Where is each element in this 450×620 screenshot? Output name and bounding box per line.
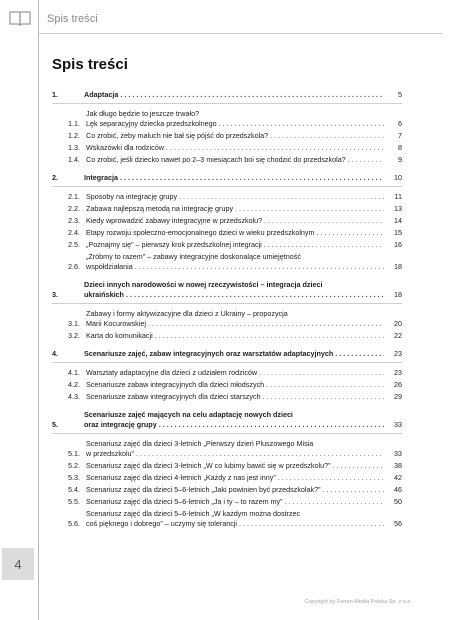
toc-page-number: 29 [394, 392, 402, 401]
toc-entry-title-line: Scenariusze zajęć mających na celu adaptację nowych dzieci [84, 410, 293, 419]
toc-page-number: 8 [398, 143, 402, 152]
dot-leader [235, 204, 384, 214]
dot-leader [266, 380, 384, 390]
dot-leader [120, 90, 384, 100]
toc-entry-title: Zabawa najlepszą metodą na integrację grupy [86, 204, 234, 213]
toc-entry-title-line: współdziałania [86, 262, 133, 271]
toc-subentry[interactable] [52, 497, 402, 507]
toc-page-number: 33 [394, 449, 402, 458]
dot-leader [285, 497, 384, 507]
toc-entry-number: 2.1. [68, 192, 80, 201]
toc-entry-title-line: Zabawy i formy aktywizacyjne dla dzieci z Ukrainy – propozycja [86, 309, 288, 318]
toc-page-number: 11 [394, 192, 402, 201]
dot-leader [348, 155, 384, 165]
toc-page-number: 23 [394, 368, 402, 377]
toc-entry-number: 5.5. [68, 497, 80, 506]
toc-page-number: 26 [394, 380, 402, 389]
dot-leader [264, 216, 384, 226]
toc-page-number: 14 [394, 216, 402, 225]
chapter-divider [52, 303, 402, 304]
toc-entry-title: „Poznajmy się” – pierwszy krok przedszkolnej integracji [86, 240, 262, 249]
dot-leader [317, 228, 384, 238]
toc-subentry[interactable] [52, 228, 402, 238]
toc-entry-number: 3.1. [68, 319, 80, 328]
dot-leader [263, 392, 384, 402]
toc-entry-title: Scenariusze zabaw integracyjnych dla dzieci starszych [86, 392, 261, 401]
toc-entry-number: 2.3. [68, 216, 80, 225]
toc-page-number: 7 [398, 131, 402, 140]
copyright-footer: Copyright by Forum Media Polska Sp. z o.o. [304, 599, 412, 605]
chapter-divider [52, 186, 402, 187]
toc-subentry[interactable] [52, 109, 402, 129]
section-gap [52, 272, 402, 280]
dot-leader [126, 290, 384, 300]
toc-entry-number: 2.5. [68, 240, 80, 249]
toc-page-number: 6 [398, 119, 402, 128]
dot-leader [278, 473, 384, 483]
toc-entry-title: Co zrobić, jeśli dziecko nawet po 2–3 miesiącach boi się chodzić do przedszkola? [86, 155, 346, 164]
dot-leader [135, 262, 384, 272]
toc-entry-title: Scenariusze zabaw integracyjnych dla dzieci młodszych [86, 380, 265, 389]
toc-chapter-entry[interactable] [52, 90, 402, 100]
toc-subentry[interactable] [52, 331, 402, 341]
table-of-contents [52, 90, 402, 529]
toc-page-number: 23 [394, 349, 402, 358]
dot-leader [179, 192, 384, 202]
sidebar-divider [38, 0, 39, 620]
toc-page-number: 18 [394, 290, 402, 299]
dot-leader [136, 449, 384, 459]
toc-entry-number: 5.4. [68, 485, 80, 494]
toc-subentry[interactable] [52, 131, 402, 141]
toc-entry-number: 4.2. [68, 380, 80, 389]
toc-entry-number: 5.3. [68, 473, 80, 482]
toc-entry-title-line: Dzieci innych narodowości w nowej rzeczywistości – integracja dzieci [84, 280, 323, 289]
toc-entry-title-line: Marii Kocurowskiej [86, 319, 146, 328]
header-title: Spis treści [47, 13, 98, 25]
toc-entry-number: 2. [52, 173, 58, 182]
chapter-divider [52, 103, 402, 104]
toc-entry-number: 5. [52, 420, 58, 429]
toc-entry-number: 1. [52, 90, 58, 99]
toc-subentry[interactable] [52, 204, 402, 214]
toc-entry-number: 5.6. [68, 519, 80, 528]
toc-subentry[interactable] [52, 240, 402, 250]
toc-subentry[interactable] [52, 485, 402, 495]
toc-subentry[interactable] [52, 192, 402, 202]
section-gap [52, 165, 402, 173]
toc-entry-number: 2.6. [68, 262, 80, 271]
dot-leader [270, 131, 384, 141]
page-title: Spis treści [52, 56, 128, 73]
dot-leader [264, 240, 384, 250]
toc-entry-title: Adaptacja [84, 90, 119, 99]
section-gap [52, 341, 402, 349]
page-number: 4 [2, 548, 34, 580]
toc-entry-title-line: Scenariusz zajęć dla dzieci 3-letnich „Pierwszy dzień Pluszowego Misia [86, 439, 314, 448]
toc-page-number: 18 [394, 262, 402, 271]
toc-entry-title: Co zrobić, żeby maluch nie bał się pójść do przedszkola? [86, 131, 269, 140]
toc-page-number: 15 [394, 228, 402, 237]
toc-page-number: 20 [394, 319, 402, 328]
toc-chapter-entry[interactable] [52, 173, 402, 183]
toc-entry-title-line: Jak długo będzie to jeszcze trwało? [86, 109, 200, 118]
section-gap [52, 402, 402, 410]
toc-entry-title: Scenariusz zajęć dla dzieci 4-letnich „Każdy z nas jest inny” [86, 473, 276, 482]
toc-subentry[interactable] [52, 368, 402, 378]
dot-leader [219, 119, 384, 129]
toc-entry-title: Sposoby na integrację grupy [86, 192, 178, 201]
toc-entry-title-line: oraz integrację grupy [84, 420, 157, 429]
dot-leader [239, 519, 384, 529]
toc-subentry[interactable] [52, 509, 402, 529]
toc-entry-title-line: ukraińskich [84, 290, 124, 299]
toc-subentry[interactable] [52, 380, 402, 390]
toc-chapter-entry[interactable] [52, 280, 402, 300]
sidebar [0, 0, 38, 620]
toc-entry-number: 1.2. [68, 131, 80, 140]
toc-subentry[interactable] [52, 155, 402, 165]
toc-subentry[interactable] [52, 392, 402, 402]
toc-entry-title: Warsztaty adaptacyjne dla dzieci z udziałem rodziców [86, 368, 258, 377]
toc-page-number: 33 [394, 420, 402, 429]
toc-entry-number: 4.3. [68, 392, 80, 401]
toc-entry-number: 2.2. [68, 204, 80, 213]
toc-entry-title: Scenariusz zajęć dla dzieci 5–6-letnich „Ja i ty – to razem my” [86, 497, 283, 506]
toc-entry-number: 1.4. [68, 155, 80, 164]
toc-page-number: 16 [394, 240, 402, 249]
toc-entry-title: Scenariusz zajęć dla dzieci 5–6-letnich „Jaki powinien być przedszkolak?” [86, 485, 321, 494]
toc-page-number: 42 [394, 473, 402, 482]
toc-entry-number: 1.1. [68, 119, 80, 128]
toc-entry-number: 3. [52, 290, 58, 299]
toc-subentry[interactable] [52, 143, 402, 153]
toc-chapter-entry[interactable] [52, 349, 402, 359]
dot-leader [155, 331, 384, 341]
toc-entry-title-line: coś pięknego i dobrego” – uczymy się tolerancji [86, 519, 238, 528]
toc-chapter-entry[interactable] [52, 410, 402, 430]
toc-entry-title: Integracja [84, 173, 118, 182]
toc-page-number: 5 [398, 90, 402, 99]
dot-leader [335, 349, 384, 359]
header-divider [38, 33, 442, 34]
toc-page-number: 9 [398, 155, 402, 164]
toc-page-number: 50 [394, 497, 402, 506]
toc-page-number: 13 [394, 204, 402, 213]
toc-entry-number: 2.4. [68, 228, 80, 237]
toc-subentry[interactable] [52, 473, 402, 483]
toc-subentry[interactable] [52, 309, 402, 329]
toc-page-number: 56 [394, 519, 402, 528]
toc-entry-title-line: „Zróbmy to razem” – zabawy integracyjne doskonalące umiejętność [86, 252, 301, 261]
toc-subentry[interactable] [52, 216, 402, 226]
dot-leader [332, 461, 384, 471]
toc-entry-title-line: w przedszkolu” [86, 449, 134, 458]
dot-leader [148, 319, 384, 329]
toc-entry-title: Etapy rozwoju społeczno-emocjonalnego dzieci w wieku przedszkolnym [86, 228, 315, 237]
toc-page-number: 22 [394, 331, 402, 340]
dot-leader [166, 143, 384, 153]
toc-entry-title: Scenariusze zajęć, zabaw integracyjnych oraz warsztatów adaptacyjnych [84, 349, 334, 358]
toc-subentry[interactable] [52, 252, 402, 272]
toc-page-number: 46 [394, 485, 402, 494]
toc-entry-number: 1.3. [68, 143, 80, 152]
toc-subentry[interactable] [52, 461, 402, 471]
toc-entry-title: Karta do komunikacji [86, 331, 153, 340]
toc-entry-number: 5.2. [68, 461, 80, 470]
book-icon [9, 10, 31, 26]
toc-entry-number: 4.1. [68, 368, 80, 377]
toc-entry-number: 3.2. [68, 331, 80, 340]
toc-entry-number: 5.1. [68, 449, 80, 458]
toc-entry-title-line: Scenariusz zajęć dla dzieci 5–6-letnich „W każdym można dostrzec [86, 509, 301, 518]
toc-entry-title: Kiedy wprowadzić zabawy integracyjne w przedszkolu? [86, 216, 263, 225]
dot-leader [120, 173, 384, 183]
toc-page-number: 10 [394, 173, 402, 182]
dot-leader [323, 485, 384, 495]
chapter-divider [52, 433, 402, 434]
dot-leader [259, 368, 384, 378]
toc-entry-title-line: Lęk separacyjny dziecka przedszkolnego [86, 119, 217, 128]
toc-entry-number: 4. [52, 349, 58, 358]
toc-subentry[interactable] [52, 439, 402, 459]
dot-leader [159, 420, 384, 430]
toc-page-number: 38 [394, 461, 402, 470]
toc-entry-title: Scenariusz zajęć dla dzieci 3-letnich „W co lubimy bawić się w przedszkolu?” [86, 461, 331, 470]
toc-entry-title: Wskazówki dla rodziców [86, 143, 164, 152]
chapter-divider [52, 362, 402, 363]
